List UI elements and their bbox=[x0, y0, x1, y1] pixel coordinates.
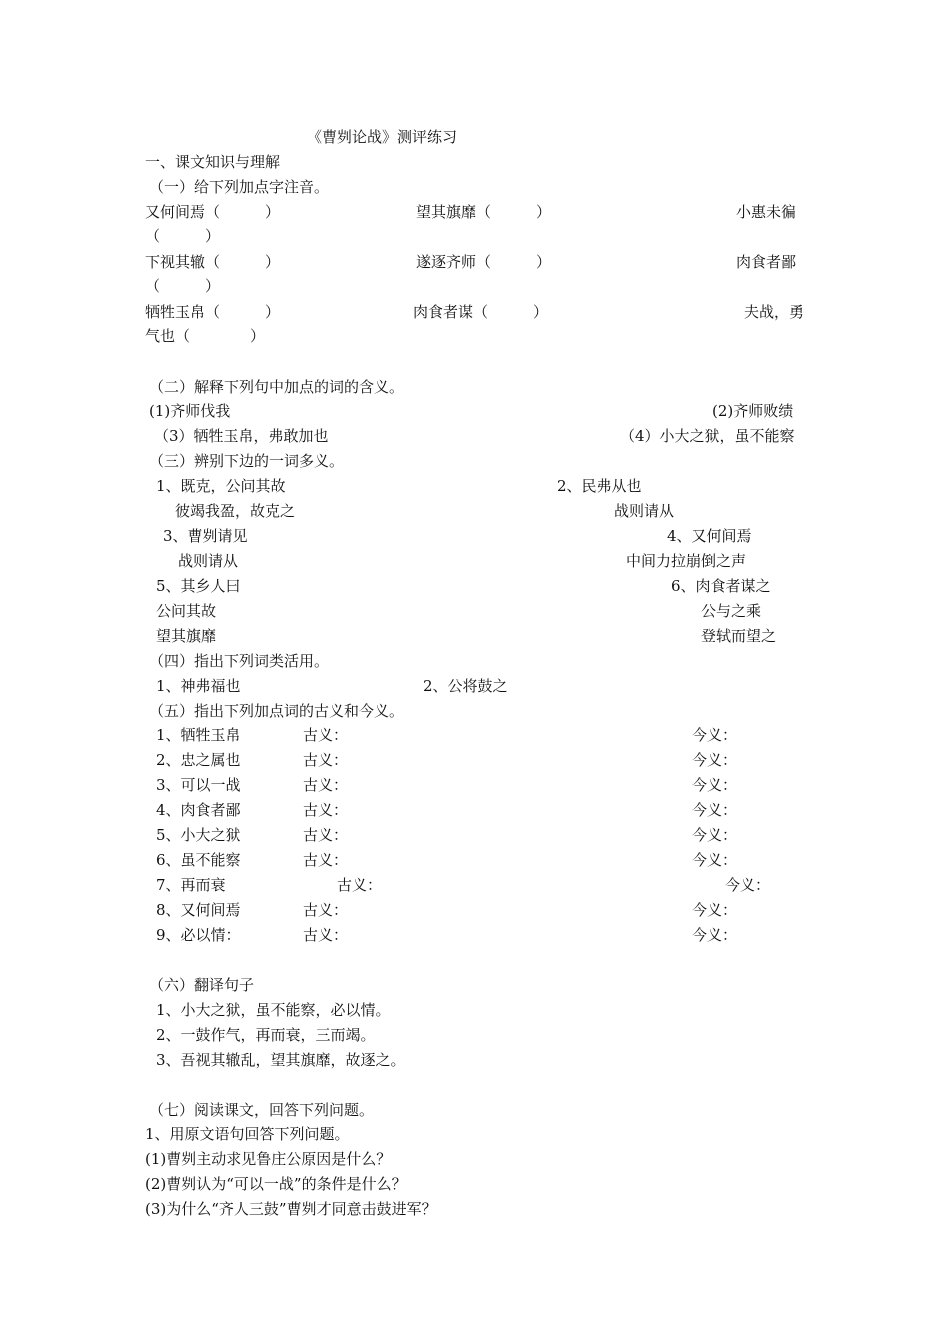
exercise-item: 望其旗靡（ ） bbox=[416, 203, 552, 221]
jin-yi-label: 今义： bbox=[692, 826, 738, 844]
exercise-item: 2、一鼓作气，再而衰，三而竭。 bbox=[156, 1026, 376, 1044]
gu-yi-label: 古义： bbox=[303, 826, 349, 844]
subsection-heading: （六）翻译句子 bbox=[149, 976, 255, 994]
exercise-item: 1、牺牲玉帛 bbox=[156, 726, 241, 744]
exercise-item: 牺牲玉帛（ ） bbox=[145, 303, 281, 321]
subsection-heading: （三）辨别下边的一词多义。 bbox=[149, 452, 345, 470]
exercise-item: 5、小大之狱 bbox=[156, 826, 241, 844]
gu-yi-label: 古义： bbox=[303, 851, 349, 869]
exercise-item: 肉食者谋（ ） bbox=[413, 303, 549, 321]
exercise-item: （ ） bbox=[145, 227, 221, 245]
gu-yi-label: 古义： bbox=[303, 926, 349, 944]
jin-yi-label: 今义： bbox=[692, 776, 738, 794]
exercise-item: 3、曹刿请见 bbox=[163, 527, 248, 545]
jin-yi-label: 今义： bbox=[692, 801, 738, 819]
gu-yi-label: 古义： bbox=[303, 726, 349, 744]
exercise-item: 4、肉食者鄙 bbox=[156, 801, 241, 819]
exercise-item: 3、可以一战 bbox=[156, 776, 241, 794]
jin-yi-label: 今义： bbox=[725, 876, 771, 894]
exercise-item: 望其旗靡 bbox=[156, 627, 217, 645]
subsection-heading: （一）给下列加点字注音。 bbox=[149, 178, 330, 196]
subsection-heading: （七）阅读课文，回答下列问题。 bbox=[149, 1101, 375, 1119]
exercise-item: (2)齐师败绩 bbox=[712, 402, 794, 420]
exercise-item: 1、小大之狱，虽不能察，必以情。 bbox=[156, 1001, 391, 1019]
exercise-item: 中间力拉崩倒之声 bbox=[626, 552, 747, 570]
exercise-item: (1)曹刿主动求见鲁庄公原因是什么？ bbox=[145, 1150, 392, 1168]
jin-yi-label: 今义： bbox=[692, 926, 738, 944]
jin-yi-label: 今义： bbox=[692, 751, 738, 769]
jin-yi-label: 今义： bbox=[692, 901, 738, 919]
exercise-item: 气也（ ） bbox=[145, 327, 266, 345]
jin-yi-label: 今义： bbox=[692, 851, 738, 869]
exercise-item: 8、又何间焉 bbox=[156, 901, 241, 919]
exercise-item: 战则请从 bbox=[614, 502, 675, 520]
gu-yi-label: 古义： bbox=[303, 901, 349, 919]
exercise-item: (2)曹刿认为“可以一战”的条件是什么？ bbox=[145, 1175, 407, 1193]
exercise-item: 5、其乡人曰 bbox=[156, 577, 241, 595]
exercise-item: （4）小大之狱，虽不能察 bbox=[620, 427, 795, 445]
exercise-item: 彼竭我盈，故克之 bbox=[175, 502, 296, 520]
exercise-item: 7、再而衰 bbox=[156, 876, 226, 894]
exercise-item: 肉食者鄙 bbox=[736, 253, 797, 271]
exercise-item: 夫战，勇 bbox=[744, 303, 805, 321]
exercise-item: 2、公将鼓之 bbox=[423, 677, 508, 695]
exercise-item: (1)齐师伐我 bbox=[149, 402, 231, 420]
gu-yi-label: 古义： bbox=[337, 876, 383, 894]
gu-yi-label: 古义： bbox=[303, 776, 349, 794]
subsection-heading: （五）指出下列加点词的古义和今义。 bbox=[149, 702, 405, 720]
exercise-item: 公与之乘 bbox=[701, 602, 762, 620]
exercise-item: (3)为什么“齐人三鼓”曹刿才同意击鼓进军？ bbox=[145, 1200, 437, 1218]
gu-yi-label: 古义： bbox=[303, 751, 349, 769]
gu-yi-label: 古义： bbox=[303, 801, 349, 819]
subsection-heading: （四）指出下列词类活用。 bbox=[149, 652, 330, 670]
exercise-item: （ ） bbox=[145, 277, 221, 295]
page-title: 《曹刿论战》测评练习 bbox=[307, 128, 458, 146]
exercise-item: 小惠未徧 bbox=[736, 203, 797, 221]
exercise-item: 公问其故 bbox=[156, 602, 217, 620]
exercise-item: 6、肉食者谋之 bbox=[671, 577, 771, 595]
exercise-item: 9、必以情： bbox=[156, 926, 241, 944]
exercise-item: 1、神弗福也 bbox=[156, 677, 241, 695]
section-heading: 一、课文知识与理解 bbox=[145, 153, 281, 171]
exercise-item: 1、既克，公问其故 bbox=[156, 477, 286, 495]
exercise-item: 遂逐齐师（ ） bbox=[416, 253, 552, 271]
exercise-item: 4、又何间焉 bbox=[667, 527, 752, 545]
exercise-item: （3）牺牲玉帛，弗敢加也 bbox=[154, 427, 329, 445]
jin-yi-label: 今义： bbox=[692, 726, 738, 744]
exercise-item: 登轼而望之 bbox=[701, 627, 777, 645]
exercise-item: 战则请从 bbox=[178, 552, 239, 570]
exercise-item: 又何间焉（ ） bbox=[145, 203, 281, 221]
exercise-item: 2、民弗从也 bbox=[557, 477, 642, 495]
subsection-heading: （二）解释下列句中加点的词的含义。 bbox=[149, 378, 405, 396]
exercise-item: 1、用原文语句回答下列问题。 bbox=[145, 1125, 350, 1143]
exercise-item: 3、吾视其辙乱，望其旗靡，故逐之。 bbox=[156, 1051, 406, 1069]
exercise-item: 2、忠之属也 bbox=[156, 751, 241, 769]
exercise-item: 下视其辙（ ） bbox=[145, 253, 281, 271]
exercise-item: 6、虽不能察 bbox=[156, 851, 241, 869]
